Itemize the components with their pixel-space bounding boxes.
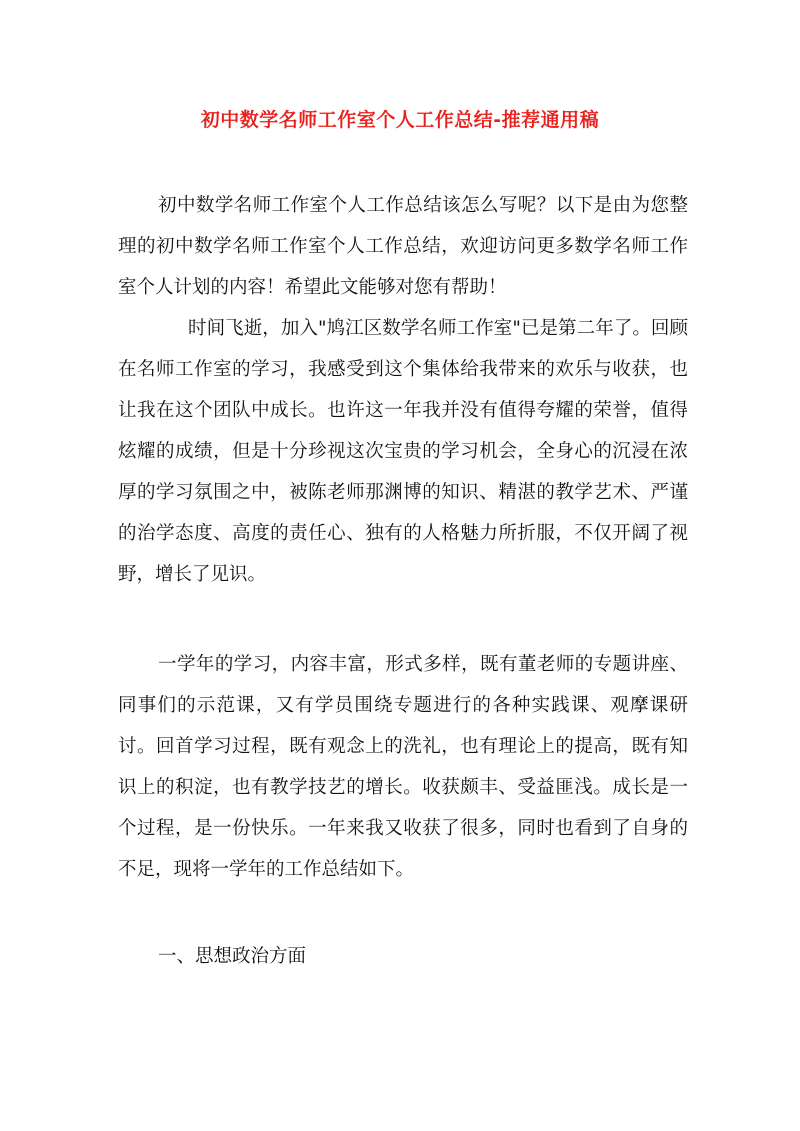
intro-paragraph: 初中数学名师工作室个人工作总结该怎么写呢？以下是由为您整理的初中数学名师工作室个人工作总结，欢迎访问更多数学名师工作室个人计划的内容！希望此文能够对您有帮助！ [118,195,688,298]
document-title: 初中数学名师工作室个人工作总结-推荐通用稿 [200,109,600,131]
body-paragraph-1: 时间飞逝，加入"鸠江区数学名师工作室"已是第二年了。回顾在名师工作室的学习，我感受到这个集体给我带来的欢乐与收获，也让我在这个团队中成长。也许这一年我并没有值得夸耀的荣誉，值得炫耀的成绩，但是十分珍视这次宝贵的学习机会，全身心的沉浸在浓厚的学习氛围之中，被陈老师那渊博的知识、精湛的教学艺术、严谨的治学态度、高度的责任心、独有的人格魅力所折服，不仅开阔了视野，增长了见识。 [118,318,688,585]
body-paragraph-2: 一学年的学习，内容丰富，形式多样，既有董老师的专题讲座、同事们的示范课，又有学员围绕专题进行的各种实践课、观摩课研讨。回首学习过程，既有观念上的洗礼，也有理论上的提高，既有知识上的积淀，也有教学技艺的增长。收获颇丰、受益匪浅。成长是一个过程，是一份快乐。一年来我又收获了很多，同时也看到了自身的不足，现将一学年的工作总结如下。 [118,654,688,880]
section-heading: 一、思想政治方面 [158,946,307,967]
